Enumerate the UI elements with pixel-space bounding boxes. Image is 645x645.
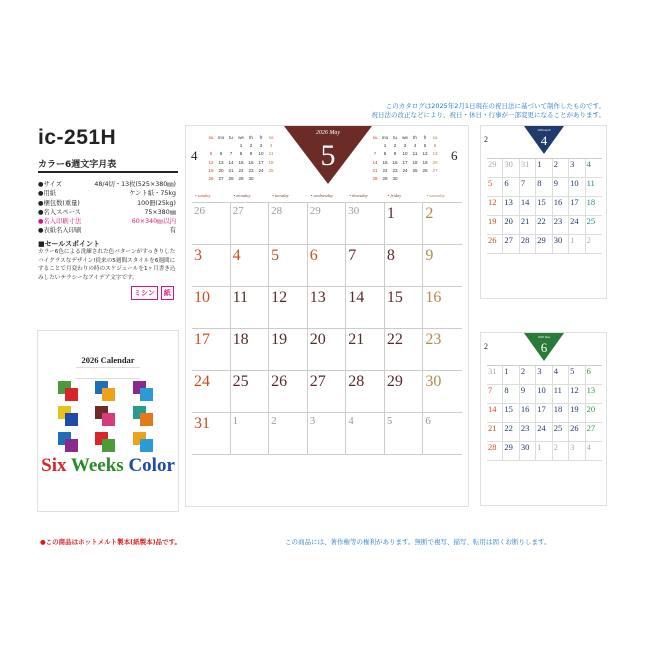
side-day-cell: 28: [487, 442, 503, 461]
mini-day: 19: [208, 167, 214, 173]
mini-day: [206, 142, 216, 150]
mini-day: 5: [423, 143, 427, 149]
weekday-label: • monday: [233, 193, 251, 198]
main-month-number: 5: [320, 139, 336, 172]
side-day-cell: 7: [487, 385, 503, 404]
mini-day: 20: [432, 159, 438, 165]
june-header: 2026 June: [537, 335, 551, 339]
side-day-cell: 1: [536, 442, 552, 461]
day-cell: 2: [423, 203, 462, 245]
weekday-label: • tuesday: [272, 193, 289, 198]
side-day-cell: 3: [536, 366, 552, 385]
product-code-prefix: ic: [38, 126, 57, 149]
june-calendar-page: [480, 332, 607, 506]
cover-title: [38, 455, 178, 477]
mini-day: 7: [373, 151, 377, 157]
color-square: [140, 388, 153, 401]
cover-color-squares: [58, 381, 158, 451]
weekday-label: • sunday: [195, 193, 211, 198]
day-cell: 9: [423, 245, 462, 287]
spec-label: ●表紙名入印刷: [38, 227, 82, 235]
side-day-cell: 31: [487, 366, 503, 385]
mini-day: 24: [402, 167, 408, 173]
mini-day: 27: [218, 176, 224, 182]
cover-title-word: Color: [128, 455, 175, 476]
weekday-label: • friday: [387, 193, 402, 198]
mini-day: 9: [249, 151, 253, 157]
day-cell: 23: [423, 329, 462, 371]
holiday-note: [311, 271, 323, 277]
side-day-cell: 13: [503, 197, 519, 216]
april-month-number: 4: [540, 133, 548, 148]
day-cell: 24: [192, 371, 231, 413]
holiday-note: [195, 271, 207, 277]
mini-day: 1: [383, 143, 387, 149]
side-day-cell: 18: [553, 404, 569, 423]
mini-day: 30: [248, 176, 254, 182]
side-day-cell: 27: [586, 423, 602, 442]
mini-day: 22: [382, 167, 388, 173]
june-month-number: 6: [540, 340, 548, 355]
mini-day: 8: [383, 151, 387, 157]
side-day-cell: 17: [536, 404, 552, 423]
side-day-cell: 1: [503, 366, 519, 385]
prev-month-number: 4: [191, 148, 198, 163]
prev-mini-calendar: [206, 134, 276, 183]
mini-day: 5: [209, 151, 213, 157]
day-cell: 22: [385, 329, 424, 371]
day-cell: 16: [423, 287, 462, 329]
day-cell: 21: [346, 329, 385, 371]
mini-day: 14: [372, 159, 378, 165]
side-day-cell: 1: [536, 159, 552, 178]
side-day-cell: 24: [569, 216, 585, 235]
mini-day: 12: [422, 151, 428, 157]
mini-day: 28: [372, 176, 378, 182]
side-day-cell: 10: [569, 178, 585, 197]
side-day-cell: 1: [569, 235, 585, 254]
day-cell: 26: [269, 371, 308, 413]
june-month-grid: [487, 365, 602, 461]
mini-day: 23: [248, 167, 254, 173]
spec-value: 60×340㎜以内: [131, 218, 176, 226]
day-cell: 6: [308, 245, 347, 287]
mini-day: 15: [382, 159, 388, 165]
side-day-cell: 21: [487, 423, 503, 442]
side-day-cell: 20: [503, 216, 519, 235]
main-month-grid: [192, 193, 462, 455]
side-day-cell: 2: [553, 442, 569, 461]
weekday-label: • thursday: [349, 193, 368, 198]
side-day-cell: 19: [487, 216, 503, 235]
mini-day: 9: [393, 151, 397, 157]
mini-weekday: su: [372, 135, 378, 140]
side-day-cell: 22: [536, 216, 552, 235]
side-day-cell: 12: [569, 385, 585, 404]
mini-day: 7: [229, 151, 233, 157]
mini-day: 28: [228, 176, 234, 182]
spec-label: ●梱包数(重量): [38, 199, 80, 207]
side-day-cell: 28: [520, 235, 536, 254]
day-cell: 4: [231, 245, 270, 287]
april-header: 2026 April: [537, 128, 551, 132]
mini-day: [266, 175, 276, 183]
color-square: [65, 388, 78, 401]
weekday-label: • saturday: [426, 193, 445, 198]
notice-line-2: 祝日法の改正などにより、祝日・休日・行事が一部変更になることがあります。: [371, 111, 605, 119]
day-cell: 27: [231, 203, 270, 245]
day-cell: 5: [385, 413, 424, 455]
spec-label: ●名入印刷寸法: [38, 218, 82, 226]
side-day-cell: 3: [569, 442, 585, 461]
next-mini-calendar: [370, 134, 440, 183]
holiday-note: [272, 271, 284, 277]
mini-weekday: we: [402, 135, 408, 140]
side-day-cell: 3: [569, 159, 585, 178]
divider: [38, 171, 178, 173]
mini-day: 13: [432, 151, 438, 157]
mini-day: 10: [258, 151, 264, 157]
side-day-cell: 29: [503, 442, 519, 461]
sales-point-text: カラー6色による洗練された色パターンがすっきりしたハイクラスなデザイン!従来の5週間スタイルを6週間にすることで月変わりの時のスケジュールを1ヶ月書き込みしたいテラシーなアイデア文字です。: [38, 249, 176, 281]
april-month-grid: [487, 158, 602, 254]
copyright-note: この商品には、著作権等の権利があります。無断で複写、描写、転用は固くお断りします。: [285, 538, 551, 546]
mini-day: 20: [218, 167, 224, 173]
mini-day: 21: [372, 167, 378, 173]
mini-day: 24: [258, 167, 264, 173]
mini-day: 29: [238, 176, 244, 182]
color-square-pair: [133, 432, 158, 451]
side-day-cell: 30: [553, 235, 569, 254]
day-cell: 28: [269, 203, 308, 245]
mini-day: 3: [403, 143, 407, 149]
day-cell: 25: [231, 371, 270, 413]
mini-weekday: sa: [268, 135, 274, 140]
mini-day: 26: [422, 167, 428, 173]
holiday-note: [234, 271, 246, 277]
spec-row: [38, 180, 176, 189]
paper-badge: 紙: [161, 286, 174, 300]
side-day-cell: 15: [536, 197, 552, 216]
color-square: [102, 439, 115, 452]
side-day-cell: 4: [586, 159, 602, 178]
mini-day: [256, 175, 266, 183]
mini-day: 26: [208, 176, 214, 182]
mini-weekday: sa: [432, 135, 438, 140]
side-day-cell: 19: [569, 404, 585, 423]
day-cell: 11: [231, 287, 270, 329]
cover-fine-print: [76, 367, 140, 379]
side-day-cell: 6: [586, 366, 602, 385]
side-day-cell: 18: [586, 197, 602, 216]
mini-day: 16: [248, 159, 254, 165]
product-code-number: -251H: [56, 126, 117, 149]
day-cell: 18: [231, 329, 270, 371]
side-day-cell: 7: [520, 178, 536, 197]
color-square: [65, 413, 78, 426]
mini-day: 11: [268, 151, 274, 157]
color-square: [65, 439, 78, 452]
side-day-cell: 23: [553, 216, 569, 235]
mini-weekday: mo: [217, 135, 225, 140]
mini-day: 3: [259, 143, 263, 149]
side-day-cell: 9: [520, 385, 536, 404]
color-square: [102, 413, 115, 426]
mini-day: 16: [392, 159, 398, 165]
mini-day: 6: [219, 151, 223, 157]
day-cell: 29: [385, 371, 424, 413]
day-cell: 15: [385, 287, 424, 329]
mini-day: 8: [239, 151, 243, 157]
mini-day: 12: [208, 159, 214, 165]
side-day-cell: 2: [586, 235, 602, 254]
spec-label: ●サイズ: [38, 181, 62, 188]
mini-day: 4: [413, 143, 417, 149]
day-cell: 8: [385, 245, 424, 287]
day-cell: 4: [346, 413, 385, 455]
mini-day: [216, 142, 226, 150]
june-prev-number: 2: [484, 342, 488, 351]
side-day-cell: 30: [520, 442, 536, 461]
day-cell: 1: [385, 203, 424, 245]
side-day-cell: 29: [536, 235, 552, 254]
mini-weekday: fr: [259, 135, 263, 140]
side-day-cell: 5: [569, 366, 585, 385]
mini-day: [400, 175, 410, 183]
side-day-cell: 11: [553, 385, 569, 404]
color-square-pair: [133, 381, 158, 400]
side-day-cell: 14: [487, 404, 503, 423]
weekday-label: • wednesday: [310, 193, 334, 198]
side-day-cell: 9: [553, 178, 569, 197]
mini-day: 2: [393, 143, 397, 149]
notice-line-1: このカタログは2025年2月1日現在の祝日法に基づいて制作したものです。: [385, 102, 605, 110]
side-day-cell: 15: [503, 404, 519, 423]
product-name: カラー6週文字月表: [38, 160, 117, 170]
side-day-cell: 12: [487, 197, 503, 216]
day-cell: 3: [308, 413, 347, 455]
side-day-cell: 31: [520, 159, 536, 178]
side-day-cell: 16: [553, 197, 569, 216]
day-cell: 1: [231, 413, 270, 455]
side-day-cell: 5: [487, 178, 503, 197]
mini-day: 6: [433, 143, 437, 149]
mini-day: 17: [402, 159, 408, 165]
mini-weekday: fr: [423, 135, 427, 140]
mini-day: 2: [249, 143, 253, 149]
mini-day: 13: [218, 159, 224, 165]
spec-label: ●用紙: [38, 190, 57, 198]
side-day-cell: 2: [553, 159, 569, 178]
spec-row: [38, 217, 176, 226]
mini-day: 18: [268, 159, 274, 165]
side-day-cell: 29: [487, 159, 503, 178]
mini-day: 25: [412, 167, 418, 173]
side-day-cell: 8: [536, 178, 552, 197]
spec-label: ●名入スペース: [38, 208, 81, 216]
product-code: [38, 126, 116, 150]
side-day-cell: 4: [553, 366, 569, 385]
color-square-pair: [58, 406, 83, 425]
day-cell: 5: [269, 245, 308, 287]
catalog-notice: [300, 102, 605, 120]
mini-day: 25: [268, 167, 274, 173]
color-square-pair: [95, 432, 120, 451]
mini-day: 18: [412, 159, 418, 165]
mini-day: 14: [228, 159, 234, 165]
mini-day: 23: [392, 167, 398, 173]
side-day-cell: 22: [503, 423, 519, 442]
mini-day: 15: [238, 159, 244, 165]
mini-day: 4: [269, 143, 273, 149]
day-cell: 31: [192, 413, 231, 455]
mini-day: 11: [412, 151, 418, 157]
mini-day: 10: [402, 151, 408, 157]
day-cell: 26: [192, 203, 231, 245]
side-day-cell: 17: [569, 197, 585, 216]
side-day-cell: 24: [536, 423, 552, 442]
side-day-cell: 10: [536, 385, 552, 404]
spec-row: [38, 208, 176, 217]
side-day-cell: 26: [487, 235, 503, 254]
color-square: [140, 439, 153, 452]
cover-title-word: Weeks: [70, 455, 124, 476]
spec-value: ケント紙・75kg: [129, 190, 176, 198]
feature-badges: [131, 286, 174, 300]
sales-point-heading: ■セールスポイント: [38, 240, 100, 248]
mini-day: [430, 175, 440, 183]
spec-value: 100冊(25kg): [137, 199, 176, 207]
mini-weekday: tu: [229, 135, 233, 140]
spec-value: 48/4切・13枚(525×380㎜): [94, 181, 176, 188]
side-day-cell: 26: [569, 423, 585, 442]
spec-value: 有: [169, 227, 176, 235]
spec-list: [38, 180, 176, 236]
day-cell: 30: [346, 203, 385, 245]
main-year-month: 2026 May: [315, 130, 341, 136]
side-day-cell: 21: [520, 216, 536, 235]
perforation-badge: ミシン: [131, 286, 158, 300]
mini-day: 21: [228, 167, 234, 173]
cover-image: [37, 330, 179, 512]
mini-weekday: th: [413, 135, 417, 140]
mini-day: 29: [382, 176, 388, 182]
day-cell: 27: [308, 371, 347, 413]
side-day-cell: 25: [553, 423, 569, 442]
side-day-cell: 27: [503, 235, 519, 254]
day-cell: 6: [423, 413, 462, 455]
cover-year-title: 2026 Calendar: [81, 355, 135, 365]
spec-row: [38, 199, 176, 208]
side-day-cell: 4: [586, 442, 602, 461]
cover-title-word: Six: [41, 455, 67, 476]
day-cell: 20: [308, 329, 347, 371]
side-day-cell: 6: [503, 178, 519, 197]
side-day-cell: 30: [503, 159, 519, 178]
day-cell: 7: [346, 245, 385, 287]
side-day-cell: 20: [586, 404, 602, 423]
mini-day: [410, 175, 420, 183]
side-day-cell: 25: [586, 216, 602, 235]
side-day-cell: 11: [586, 178, 602, 197]
april-prev-number: 2: [484, 135, 488, 144]
april-calendar-page: [480, 125, 607, 299]
binding-note: ●この商品はホットメルト製本(紙製本)品です。: [40, 538, 182, 546]
color-square-pair: [58, 381, 83, 400]
next-month-number: 6: [451, 148, 458, 163]
mini-day: [226, 142, 236, 150]
day-cell: 3: [192, 245, 231, 287]
day-cell: 19: [269, 329, 308, 371]
mini-weekday: tu: [393, 135, 397, 140]
mini-weekday: su: [208, 135, 214, 140]
mini-weekday: we: [238, 135, 244, 140]
mini-day: 30: [392, 176, 398, 182]
side-day-cell: 8: [503, 385, 519, 404]
side-day-cell: 16: [520, 404, 536, 423]
day-cell: 13: [308, 287, 347, 329]
main-calendar-page: [185, 125, 469, 507]
mini-weekday: mo: [381, 135, 389, 140]
day-cell: 29: [308, 203, 347, 245]
day-cell: 10: [192, 287, 231, 329]
day-cell: 14: [346, 287, 385, 329]
color-square-pair: [133, 406, 158, 425]
day-cell: 17: [192, 329, 231, 371]
color-square-pair: [95, 406, 120, 425]
mini-day: [420, 175, 430, 183]
day-cell: 30: [423, 371, 462, 413]
color-square: [140, 413, 153, 426]
day-cell: 28: [346, 371, 385, 413]
mini-day: 17: [258, 159, 264, 165]
side-day-cell: 13: [586, 385, 602, 404]
side-day-cell: 2: [520, 366, 536, 385]
mini-day: 1: [239, 143, 243, 149]
color-square-pair: [58, 432, 83, 451]
color-square-pair: [95, 381, 120, 400]
mini-day: 27: [432, 167, 438, 173]
mini-day: 22: [238, 167, 244, 173]
color-square: [102, 388, 115, 401]
spec-value: 75×380㎜: [144, 208, 176, 216]
spec-row: [38, 226, 176, 235]
mini-weekday: th: [249, 135, 253, 140]
day-cell: 12: [269, 287, 308, 329]
mini-day: 19: [422, 159, 428, 165]
spec-row: [38, 189, 176, 198]
day-cell: 2: [269, 413, 308, 455]
side-day-cell: 14: [520, 197, 536, 216]
mini-day: [370, 142, 380, 150]
side-day-cell: 23: [520, 423, 536, 442]
